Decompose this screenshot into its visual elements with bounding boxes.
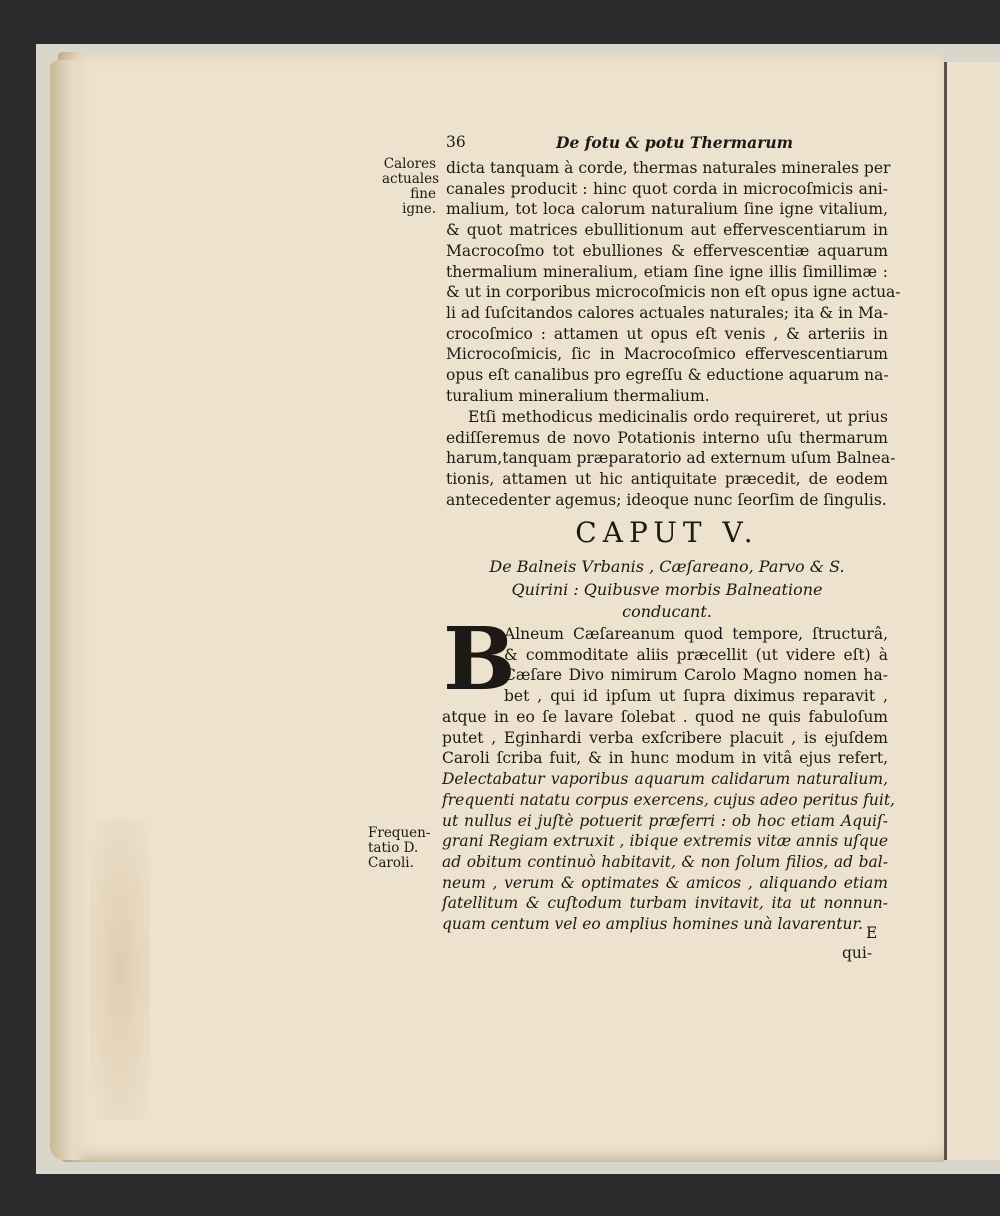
running-title: De fotu & potu Thermarum: [556, 133, 794, 152]
margin-note-frequentatio: Frequen- tatio D. Caroli.: [368, 825, 431, 871]
page-fore-edge: [50, 60, 90, 1160]
page-number: 36: [446, 133, 466, 151]
drop-capital: B: [443, 609, 516, 710]
margin-note-calores: Calores actuales fine igne.: [382, 156, 440, 217]
chapter-subtitle-1: De Balneis Vrbanis , Cæſareano, Parvo & S.: [489, 557, 845, 576]
paragraph-3-head: Alneum Cæſareanum quod tempore, ſtructurâ, & commoditate aliis præcellit (ut videre eſt) à Cæſare Divo nimirum Carolo Magno nomen ha- bet , qui id ipſum ut ſupra diximus reparavit ,: [504, 625, 888, 706]
page-stain: [90, 820, 150, 1120]
paragraph-1: dicta tanquam à corde, thermas naturales minerales per canales producit : hinc quot corda in microcoſmicis ani- malium, tot loca calorum naturalium ſine igne vitalium, & quot matrices ebullitionum aut effervescentiarum in Macrocoſmo tot ebulliones & effervescentiæ aquarum thermalium mineralium, etiam ſine igne illis ſimillimæ : & ut in corporibus microcoſmicis non eſt opus igne actua- li ad ſuſcitandos calores actuales naturales; ita & in Ma- crocoſmico : attamen ut opus eſt venis , & arteriis in Microcoſmicis, ſic in Macrocoſmico effervescentiarum opus eſt canalibus pro egreſſu & eductione aquarum na- turalium mineralium thermalium.: [446, 159, 901, 405]
paragraph-3-body: atque in eo ſe lavare ſolebat . quod ne quis fabuloſum putet , Eginhardi verba exſcribere placuit , is ejuſdem Caroli ſcriba fuit, & in hunc modum in vitâ ejus refert, Delectabatur vaporibus aquarum calidarum naturalium, frequenti natatu corpus exercens, cujus adeo peritus fuit, ut nullus ei juſtè potuerit præferri : ob hoc etiam Aquiſ- grani Regiam extruxit , ibique extremis vitæ annis uſque ad obitum continuò habitavit, & non ſolum filios, ad bal- neum , verum & optimates & amicos , aliquando etiam ſatellitum & cuſtodum turbam invitavit, ita ut nonnun- quam centum vel eo amplius homines unà lavarentur.: [442, 708, 895, 934]
signature-letter: E: [866, 924, 878, 942]
catchword: qui-: [842, 944, 873, 962]
chapter-subtitle-3: conducant.: [622, 602, 712, 621]
running-header: [446, 133, 888, 155]
chapter-subtitle-2: Quirini : Quibusve morbis Balneatione: [511, 580, 823, 599]
chapter-title: CAPUT V.: [575, 516, 759, 549]
adjacent-page-edge: [944, 62, 1000, 1160]
paragraph-2: Etſi methodicus medicinalis ordo requireret, ut prius ediſſeremus de novo Potationis interno uſu thermarum harum,tanquam præparatorio ad externum uſum Balnea- tionis, attamen ut hic antiquitate præcedit, de eodem antecedenter agemus; ideoque nunc ſeorſim de ſingulis.: [446, 408, 896, 509]
